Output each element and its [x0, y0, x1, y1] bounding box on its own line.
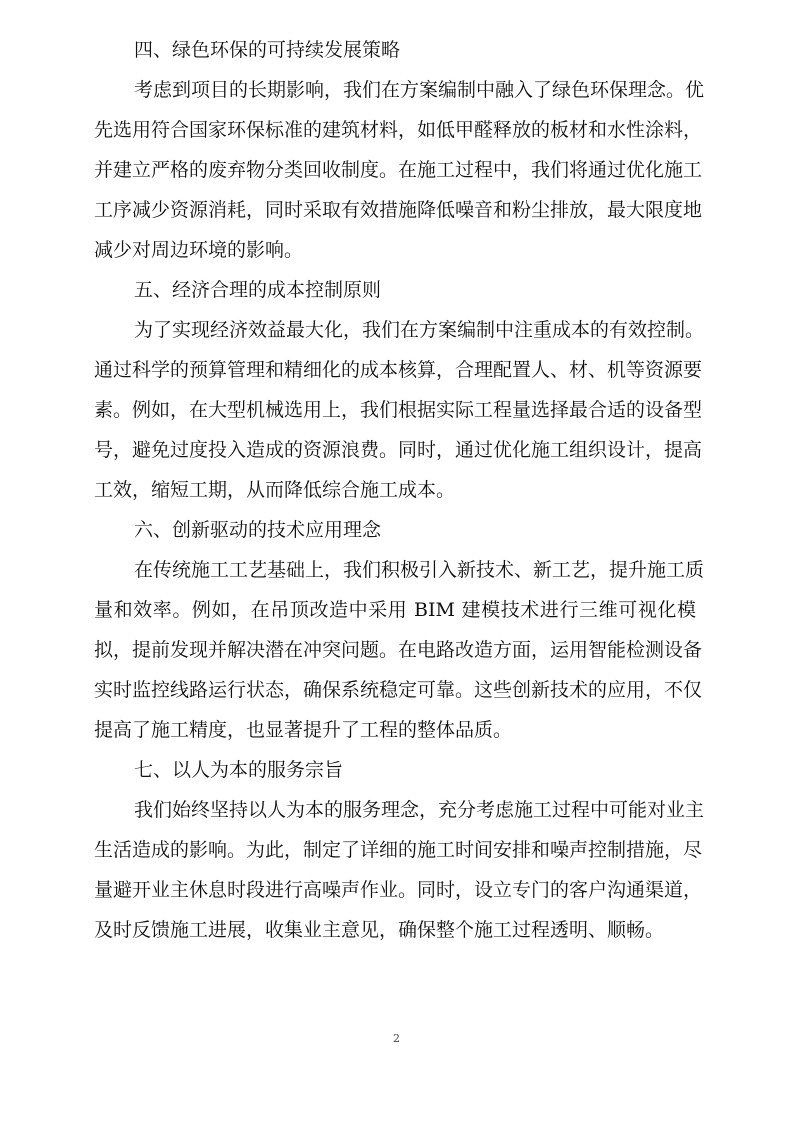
section-heading: 六、创新驱动的技术应用理念 [134, 519, 382, 541]
section-heading: 四、绿色环保的可持续发展策略 [134, 39, 401, 61]
text-line: 提高了施工精度，也显著提升了工程的整体品质。 [94, 719, 513, 741]
text-line: 为了实现经济效益最大化，我们在方案编制中注重成本的有效控制。 [134, 319, 705, 341]
text-line: 及时反馈施工进展，收集业主意见，确保整个施工过程透明、顺畅。 [94, 919, 665, 941]
text-line: 实时监控线路运行状态，确保系统稳定可靠。这些创新技术的应用，不仅 [94, 679, 703, 701]
text-line: 考虑到项目的长期影响，我们在方案编制中融入了绿色环保理念。优 [134, 79, 705, 101]
text-line: 号，避免过度投入造成的资源浪费。同时，通过优化施工组织设计，提高 [94, 439, 703, 461]
text-line: 并建立严格的废弃物分类回收制度。在施工过程中，我们将通过优化施工 [94, 159, 703, 181]
text-line: 我们始终坚持以人为本的服务理念，充分考虑施工过程中可能对业主 [134, 799, 705, 821]
text-line: 量避开业主休息时段进行高噪声作业。同时，设立专门的客户沟通渠道， [94, 879, 703, 901]
text-line: 通过科学的预算管理和精细化的成本核算，合理配置人、材、机等资源要 [94, 359, 703, 381]
text-line: 量和效率。例如，在吊顶改造中采用 BIM 建模技术进行三维可视化模 [94, 599, 696, 621]
text-line: 先选用符合国家环保标准的建筑材料，如低甲醛释放的板材和水性涂料， [94, 119, 703, 141]
document-page [94, 30, 705, 950]
page-number: 2 [393, 1032, 400, 1045]
section-heading: 七、以人为本的服务宗旨 [134, 759, 344, 781]
paragraph [94, 70, 705, 270]
text-line: 工效，缩短工期，从而降低综合施工成本。 [94, 479, 456, 501]
section-heading: 五、经济合理的成本控制原则 [134, 279, 382, 301]
paragraph [94, 550, 705, 750]
text-line: 拟，提前发现并解决潜在冲突问题。在电路改造方面，运用智能检测设备 [94, 639, 703, 661]
text-line: 工序减少资源消耗，同时采取有效措施降低噪音和粉尘排放，最大限度地 [94, 199, 703, 221]
text-line: 在传统施工工艺基础上，我们积极引入新技术、新工艺，提升施工质 [134, 559, 705, 581]
paragraph [94, 790, 705, 950]
text-line: 生活造成的影响。为此，制定了详细的施工时间安排和噪声控制措施，尽 [94, 839, 703, 861]
text-line: 素。例如，在大型机械选用上，我们根据实际工程量选择最合适的设备型 [94, 399, 703, 421]
paragraph [94, 310, 705, 510]
text-line: 减少对周边环境的影响。 [94, 239, 304, 261]
